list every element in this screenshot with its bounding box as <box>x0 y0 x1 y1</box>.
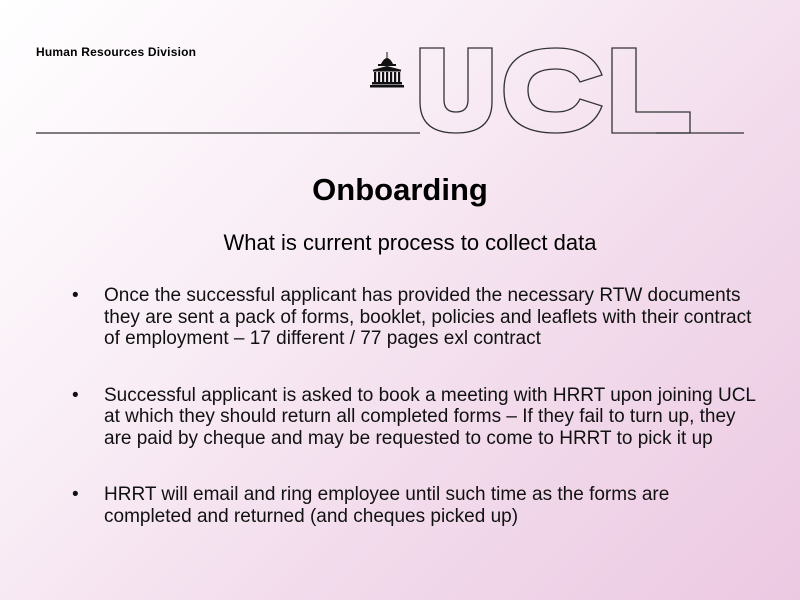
bullet-item: • Successful applicant is asked to book a meeting with HRRT upon joining UCL at which they should return all completed forms – If they fail to turn up, they are paid by cheque and may be requested to come to HRRT to pick it up <box>72 385 762 450</box>
bullet-item: • Once the successful applicant has provided the necessary RTW documents they are sent a pack of forms, booklet, policies and leaflets with their contract of employment – 17 different / 77 pages exl contract <box>72 285 762 350</box>
page-title: Onboarding <box>312 172 488 207</box>
logo-letter-u <box>420 48 492 133</box>
bullet-list <box>72 285 762 562</box>
department-label: Human Resources Division <box>36 45 197 59</box>
logo-letter-c <box>504 48 602 133</box>
bullet-item: • HRRT will email and ring employee until such time as the forms are completed and returned (and cheques picked up) <box>72 484 762 527</box>
ucl-logo <box>0 0 800 160</box>
logo-letter-l <box>612 48 690 133</box>
slide-subtitle: What is current process to collect data <box>223 230 597 255</box>
ucl-portico-icon <box>370 52 404 88</box>
